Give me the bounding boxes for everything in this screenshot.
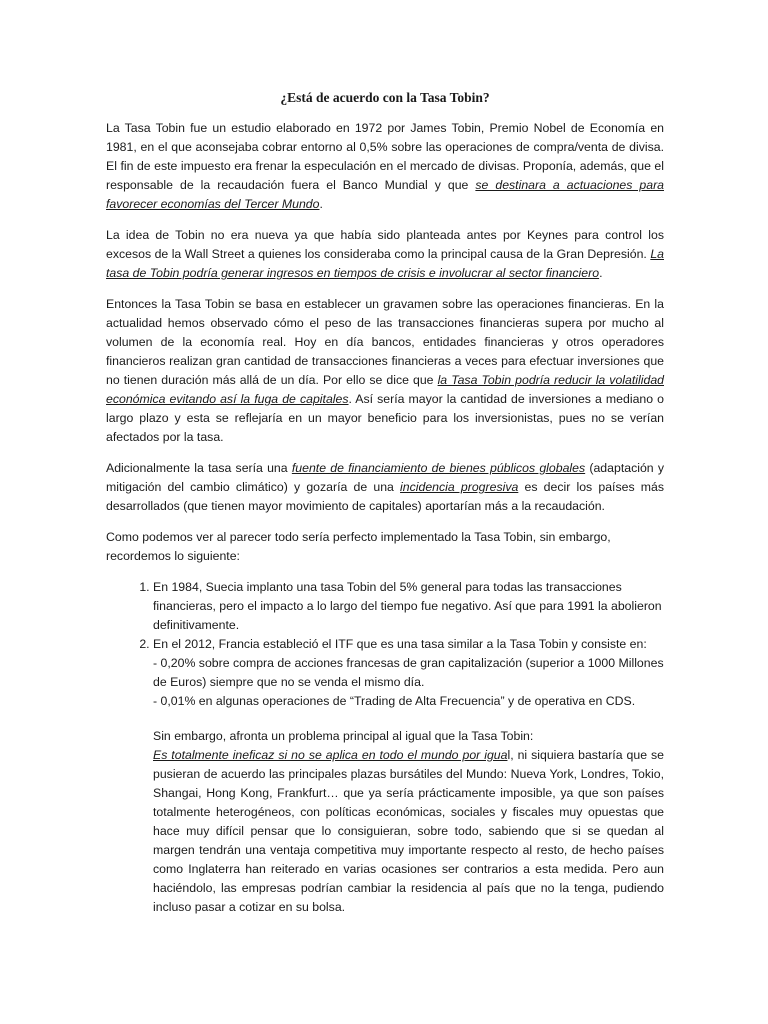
paragraph-4-text-c: es decir los países más desarrollados (que tienen mayor movimiento de capitales) aportarían más a la recaudación. xyxy=(106,480,664,513)
paragraph-3 xyxy=(106,295,664,447)
numbered-list xyxy=(106,578,664,711)
list-item-2 xyxy=(153,635,664,711)
list-item-2-line-1: - 0,20% sobre compra de acciones francesas de gran capitalización (superior a 1000 Millones de Euros) siempre que no se venda el mismo día. xyxy=(153,656,664,689)
paragraph-2-text-b: . xyxy=(599,266,603,280)
paragraph-4-text-a: Adicionalmente la tasa sería una xyxy=(106,461,292,475)
list-item-1-text: En 1984, Suecia implanto una tasa Tobin del 5% general para todas las transacciones financieras, pero el impacto a lo largo del tiempo fue negativo. Así que para 1991 la abolieron definitivamente. xyxy=(153,580,662,632)
paragraph-1-text-a: La Tasa Tobin fue un estudio elaborado en 1972 por James Tobin, Premio Nobel de Economía en 1981, en el que aconsejaba cobrar entorno al 0,5% sobre las operaciones de compra/venta de divisa. El fin de este impuesto era frenar la especulación en el mercado de divisas. Proponía, además, que el responsable de la recaudación fuera el Banco Mundial y que xyxy=(106,121,664,192)
paragraph-3-underlined: la Tasa Tobin podría reducir la volatilidad económica evitando así la fuga de capitales xyxy=(106,373,664,406)
paragraph-2-underlined: La tasa de Tobin podría generar ingresos en tiempos de crisis e involucrar al sector financiero xyxy=(106,247,664,280)
list-item-1 xyxy=(153,578,664,635)
paragraph-4-underlined-a: fuente de financiamiento de bienes públicos globales xyxy=(291,461,586,475)
list-item-2-intro: 2. En el 2012, Francia estableció el ITF que es una tasa similar a la Tasa Tobin y consiste en: xyxy=(153,637,647,651)
final-intro: Sin embargo, afronta un problema principal al igual que la Tasa Tobin: xyxy=(153,729,534,743)
paragraph-1-text-b: . xyxy=(319,197,323,211)
paragraph-2-text-a: La idea de Tobin no era nueva ya que había sido planteada antes por Keynes para control los excesos de la Wall Street a quienes los consideraba como la principal causa de la Gran Depresión. xyxy=(106,228,664,261)
paragraph-3-text-a: Entonces la Tasa Tobin se basa en establecer un gravamen sobre las operaciones financieras. En la actualidad hemos observado cómo el peso de las transacciones financieras supera por mucho al volumen de la economía real. Hoy en día bancos, entidades financieras y otros operadores financieros realizan gran cantidad de transacciones financieras a veces para efectuar inversiones que no tienen duración más allá de un día. Por ello se dice que xyxy=(106,297,664,387)
paragraph-2 xyxy=(106,226,664,283)
document-title: ¿Está de acuerdo con la Tasa Tobin? xyxy=(280,90,490,105)
list-item-2-line-2: - 0,01% en algunas operaciones de “Trading de Alta Frecuencia” y de operativa en CDS. xyxy=(153,694,636,708)
paragraph-4 xyxy=(106,459,664,516)
final-underlined: Es totalmente ineficaz si no se aplica en todo el mundo por igua xyxy=(153,748,508,762)
paragraph-1 xyxy=(106,119,664,214)
final-text: l, ni siquiera bastaría que se pusieran de acuerdo las principales plazas bursátiles del Mundo: Nueva York, Londres, Tokio, Shangai, Hong Kong, Frankfurt… que ya sería prácticamente imposible, ya que son países totalmente heterogéneos, con políticas económicas, sociales y fiscales muy opuestas que hace muy difícil pensar que lo consiguieran, sobre todo, sabiendo que si se quedan al margen tendrán una ventaja competitiva muy importante respecto al resto, de hecho países como Inglaterra han reiterado en varias ocasiones ser contrarios a esta medida. Pero aun haciéndolo, las empresas podrían cambiar la residencia al país que no la tenga, pudiendo incluso pasar a cotizar en su bolsa. xyxy=(153,748,664,914)
paragraph-1-underlined: se destinara a actuaciones para favorecer economías del Tercer Mundo xyxy=(106,178,664,211)
paragraph-5: Como podemos ver al parecer todo sería perfecto implementado la Tasa Tobin, sin embargo, recordemos lo siguiente: xyxy=(106,530,611,563)
paragraph-3-text-b: . Así sería mayor la cantidad de inversiones a mediano o largo plazo y esta se reflejaría en un mayor beneficio para los inversionistas, pues no se verían afectados por la tasa. xyxy=(106,392,664,444)
paragraph-4-text-b: (adaptación y mitigación del cambio climático) y gozaría de una xyxy=(106,461,665,494)
final-paragraph xyxy=(153,727,664,917)
paragraph-4-underlined-b: incidencia progresiva xyxy=(400,480,519,494)
